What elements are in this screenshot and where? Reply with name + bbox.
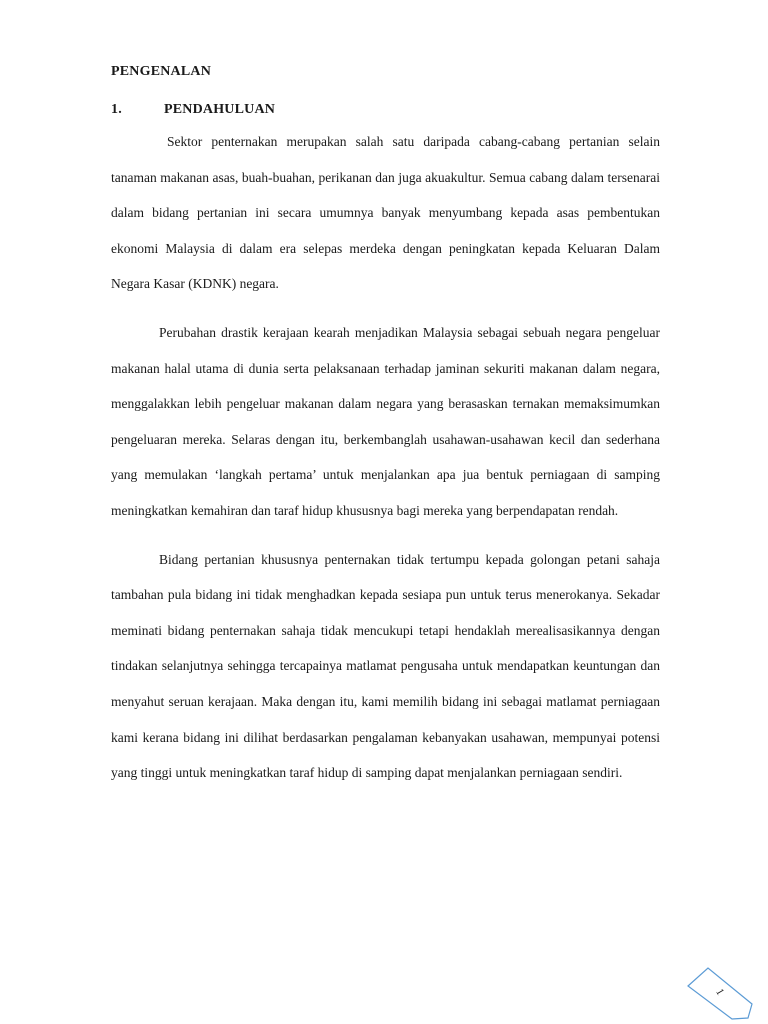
document-title: PENGENALAN: [111, 64, 212, 79]
section-title: PENDAHULUAN: [164, 102, 276, 117]
paragraph-1: Sektor penternakan merupakan salah satu daripada cabang-cabang pertanian selain tanaman makanan asas, buah-buahan, perikanan dan juga akuakultur. Semua cabang dalam tersenarai dalam bidang pertanian ini secara umumnya banyak menyumbang kepada asas pembentukan ekonomi Malaysia di dalam era selepas merdeka dengan peningkatan kepada Keluaran Dalam Negara Kasar (KDNK) negara.: [111, 134, 660, 292]
page-number: 1: [713, 986, 727, 998]
section-number: 1.: [111, 102, 122, 117]
paragraph-3: Bidang pertanian khususnya penternakan tidak tertumpu kepada golongan petani sahaja tambahan pula bidang ini tidak menghadkan kepada sesiapa pun untuk terus menerokanya. Sekadar meminati bidang penternakan sahaja tidak mencukupi tetapi hendaklah merealisasikannya dengan tindakan selanjutnya sehingga tercapainya matlamat pengusaha untuk mendapatkan keuntungan dan menyahut seruan kerajaan. Maka dengan itu, kami memilih bidang ini sebagai matlamat perniagaan kami kerana bidang ini dilihat berdasarkan pengalaman kebanyakan usahawan, mempunyai potensi yang tinggi untuk meningkatkan taraf hidup di samping dapat menjalankan perniagaan sendiri.: [111, 551, 660, 781]
body-text: [111, 124, 660, 791]
page-number-tag: [686, 966, 756, 1021]
section-heading: [111, 102, 275, 118]
paragraph-2: Perubahan drastik kerajaan kearah menjadikan Malaysia sebagai sebuah negara pengeluar makanan halal utama di dunia serta pelaksanaan terhadap jaminan sekuriti makanan dalam negara, menggalakkan lebih pengeluar makanan dalam negara yang berasaskan ternakan memaksimumkan pengeluaran mereka. Selaras dengan itu, berkembanglah usahawan-usahawan kecil dan sederhana yang memulakan ‘langkah pertama’ untuk menjalankan apa jua bentuk perniagaan di samping meningkatkan kemahiran dan taraf hidup khususnya bagi mereka yang berpendapatan rendah.: [111, 324, 660, 518]
